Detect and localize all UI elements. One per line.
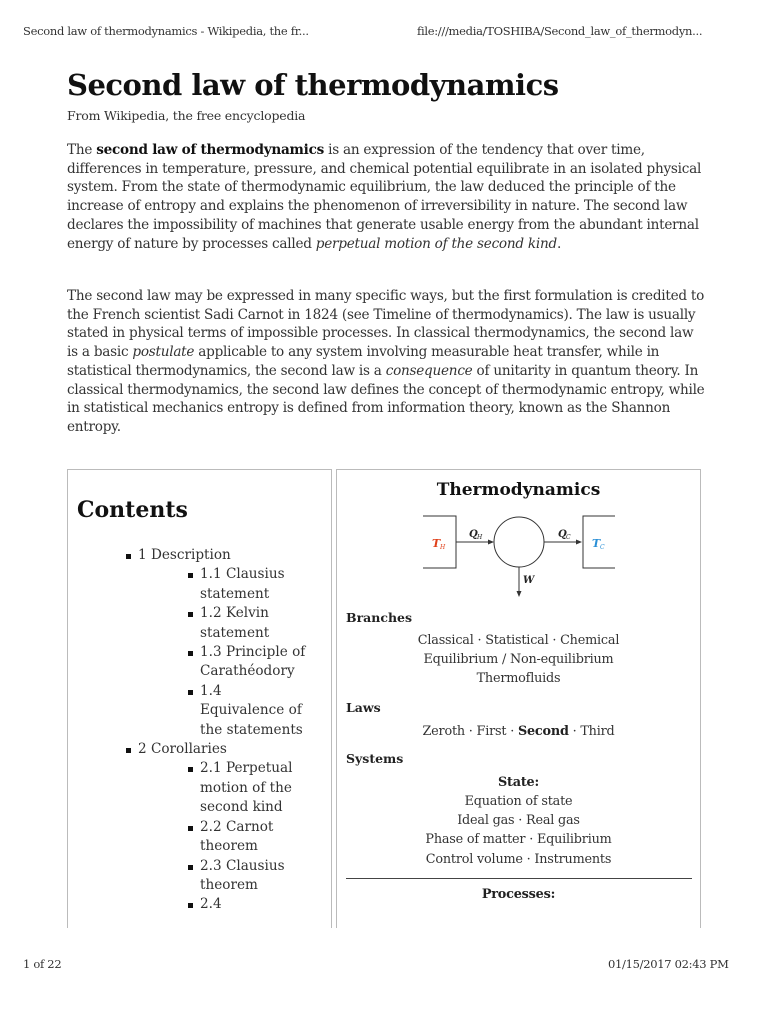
infobox-title: Thermodynamics [436,480,601,500]
systems-heading: Systems [346,751,404,766]
bullet-icon [188,767,193,772]
table-of-contents [67,469,332,950]
toc-item-label[interactable]: 1.1 Clausius statement [200,566,285,602]
processes-heading [337,887,700,902]
svg-text:Q: Q [558,529,567,540]
bullet-icon [188,651,193,656]
toc-item[interactable] [68,740,331,759]
bullet-icon [188,826,193,831]
p1-lead: The [67,142,97,158]
toc-item[interactable] [68,857,310,896]
svg-text:H: H [477,534,483,541]
page-title: Second law of thermodynamics [67,68,559,102]
svg-text:T: T [592,537,601,550]
toc-list [68,546,331,915]
p1-italic-link[interactable]: perpetual motion of the second kind [315,235,557,252]
page-bottom-margin [0,928,768,1024]
heat-engine-diagram-icon [419,510,619,605]
toc-item[interactable] [68,643,310,682]
branches-line[interactable]: Thermofluids [476,671,561,686]
bullet-icon [188,903,193,908]
svg-text:W: W [523,575,535,586]
print-header-url: file:///media/TOSHIBA/Second_law_of_thermodyn... [417,24,703,38]
toc-item-label[interactable]: 2.3 Clausius theorem [200,857,285,893]
state-heading-label: State: [497,775,540,790]
page-subtitle: From Wikipedia, the free encyclopedia [67,108,306,123]
toc-item-label[interactable]: 2.2 Carnot theorem [200,818,274,855]
bullet-icon [188,612,193,617]
p2-part3: of unitarity in quantum theory. In classical thermodynamics, the second law defines the concept of thermodynamic entropy, while in statistical mechanics entropy is defined from information theory, known as the Shannon entropy. [67,362,705,435]
svg-text:Q: Q [469,529,478,540]
toc-title: Contents [77,497,188,523]
print-footer-page: 1 of 22 [23,957,62,971]
bullet-icon [126,554,131,559]
laws-heading: Laws [346,700,381,715]
toc-item[interactable] [68,682,310,740]
processes-heading-label: Processes: [481,887,556,902]
state-heading [337,775,700,790]
toc-item-label[interactable]: 1.2 Kelvin statement [200,605,270,641]
p2-italic-postulate: postulate [132,344,195,361]
bullet-icon [188,573,193,578]
toc-item-label[interactable]: 2.4 [200,896,222,913]
intro-paragraph-1 [67,141,707,253]
p2-part1: The second law may be expressed in many specific ways, but the first formulation is credited to the French scientist Sadi Carnot in 1824 (see Timeline of thermodynamics). The law is usually stated in physical terms of impossible processes. In classical thermodynamics, the second law is a basic [67,288,705,361]
print-header-title: Second law of thermodynamics - Wikipedia, the fr... [23,24,309,38]
laws-pre[interactable]: Zeroth · First · [422,724,518,739]
svg-text:T: T [432,537,441,550]
bullet-icon [126,748,131,753]
toc-item[interactable] [68,604,310,643]
print-footer-datetime: 01/15/2017 02:43 PM [608,957,729,971]
p1-end: . [556,235,562,252]
svg-text:C: C [600,544,605,551]
branches-line[interactable]: Equilibrium / Non-equilibrium [423,652,614,667]
toc-item-label[interactable]: 1.3 Principle of Carathéodory [200,644,306,680]
toc-item-label[interactable]: 2.1 Perpetual motion of the second kind [200,760,293,816]
toc-item[interactable] [68,546,331,565]
toc-item[interactable] [68,565,310,604]
p2-italic-consequence: consequence [385,362,473,379]
state-line[interactable]: Phase of matter · Equilibrium [425,832,612,847]
laws-line[interactable] [337,724,700,739]
branches-heading: Branches [346,610,413,625]
bullet-icon [188,690,193,695]
toc-item-label[interactable]: 2 Corollaries [138,741,227,758]
laws-post[interactable]: · Third [568,724,615,739]
p1-bold-term: second law of thermodynamics [96,142,325,158]
state-line[interactable]: Ideal gas · Real gas [457,813,580,828]
bullet-icon [188,865,193,870]
p2-part2: applicable to any system involving measurable heat transfer, while in statistical thermodynamics, the second law is a [67,344,660,379]
svg-text:H: H [440,544,446,551]
toc-item-label[interactable]: 1.4 Equivalence of the statements [200,682,303,738]
thermodynamics-infobox [336,469,701,950]
toc-item-label[interactable]: 1 Description [138,547,231,563]
toc-item[interactable] [68,895,310,914]
divider [346,878,692,879]
intro-paragraph-2 [67,287,707,437]
state-line[interactable]: Equation of state [464,794,573,809]
state-line[interactable]: Control volume · Instruments [425,852,612,867]
toc-item[interactable] [68,818,310,857]
laws-second-current: Second [517,724,569,739]
svg-text:C: C [566,534,571,541]
branches-line[interactable]: Classical · Statistical · Chemical [417,633,620,648]
toc-item[interactable] [68,759,310,817]
p1-text: is an expression of the tendency that over time, differences in temperature, pressure, and chemical potential equilibrate in an isolated physical system. From the state of thermodynamic equilibrium, the law deduced the principle of the increase of entropy and explains the phenomenon of irreversibility in nature. The second law declares the impossibility of machines that generate usable energy from the abundant internal energy of nature by processes called [67,142,702,252]
